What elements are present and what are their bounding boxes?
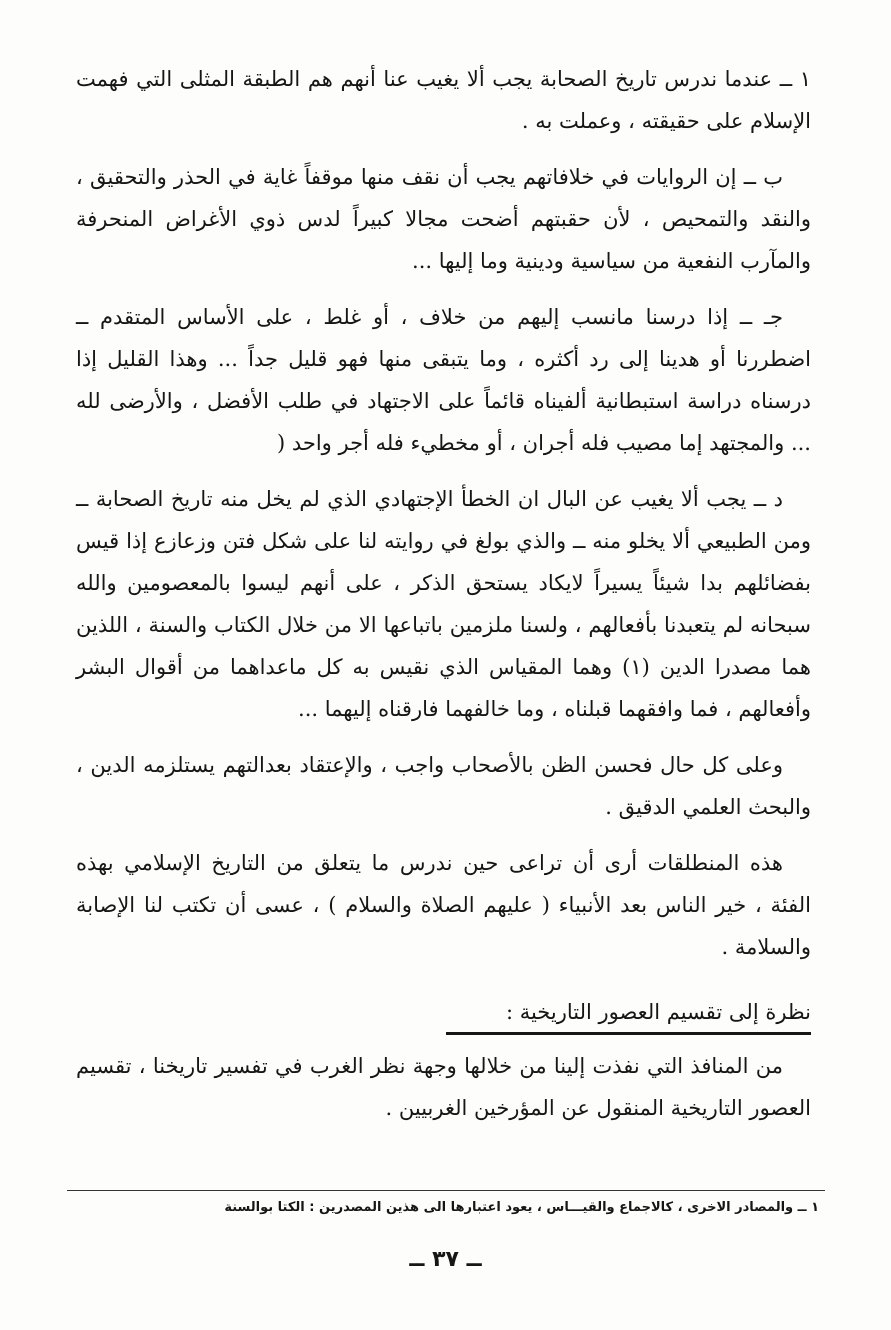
page-number: ــ ٣٧ ــ xyxy=(409,1247,482,1272)
paragraph-d: د ــ يجب ألا يغيب عن البال ان الخطأ الإجتهادي الذي لم يخل منه تاريخ الصحابة ــ ومن الطبيعي ألا يخلو منه ــ والذي بولغ في روايته لنا على شكل فتن وزعازع إذا قيس بفضائلهم بدا شيئاً يسيراً لايكاد يستحق الذكر ، على أنهم ليسوا بالمعصومين والله سبحانه لم يتعبدنا بأفعالهم ، ولسنا ملزمين باتباعها الا من خلال الكتاب والسنة ، اللذين هما مصدرا الدين (١) وهما المقياس الذي نقيس به كل ماعداهما من أقوال البشر وأفعالهم ، فما وافقهما قبلناه ، وما خالفهما فارقناه إليهما ... xyxy=(76,487,811,721)
main-text xyxy=(76,58,811,1143)
footnote: ١ ــ والمصادر الاخرى ، كالاجماع والقيـــاس ، يعود اعتبارها الى هذين المصدرين : الكتا بوالسنة xyxy=(224,1200,819,1215)
paragraph-b: ب ــ إن الروايات في خلافاتهم يجب أن نقف منها موقفاً غاية في الحذر والتحقيق ، والنقد والتمحيص ، لأن حقبتهم أضحت مجالا كبيراً لدس ذوي الأغراض المنحرفة والمآرب النفعية من سياسية ودينية وما إليها ... xyxy=(76,165,811,273)
paragraph-starting-points: هذه المنطلقات أرى أن تراعى حين ندرس ما يتعلق من التاريخ الإسلامي بهذه الفئة ، خير الناس بعد الأنبياء ( عليهم الصلاة والسلام ) ، عسى أن تكتب لنا الإصابة والسلامة . xyxy=(76,851,811,959)
section-heading: نظرة إلى تقسيم العصور التاريخية : xyxy=(446,992,811,1035)
section-paragraph: من المنافذ التي نفذت إلينا من خلالها وجهة نظر الغرب في تفسير تاريخنا ، تقسيم العصور التاريخية المنقول عن المؤرخين الغربيين . xyxy=(76,1054,811,1120)
paragraph-j: جـ ــ إذا درسنا مانسب إليهم من خلاف ، أو غلط ، على الأساس المتقدم ــ اضطررنا أو هدينا إلى رد أكثره ، وما يتبقى منها فهو قليل جداً ... وهذا القليل إذا درسناه دراسة استبطانية ألفيناه قائماً على الاجتهاد في طلب الأفضل ، والأرضى لله ... والمجتهد إما مصيب فله أجران ، أو مخطيء فله أجر واحد ( xyxy=(76,305,811,455)
paragraph-good-opinion: وعلى كل حال فحسن الظن بالأصحاب واجب ، والإعتقاد بعدالتهم يستلزمه الدين ، والبحث العلمي الدقيق . xyxy=(76,753,811,819)
section-heading-wrap xyxy=(76,982,811,1041)
footnote-divider xyxy=(67,1190,825,1191)
paragraph-1: ١ ــ عندما ندرس تاريخ الصحابة يجب ألا يغيب عنا أنهم هم الطبقة المثلى التي فهمت الإسلام على حقيقته ، وعملت به . xyxy=(76,67,811,133)
